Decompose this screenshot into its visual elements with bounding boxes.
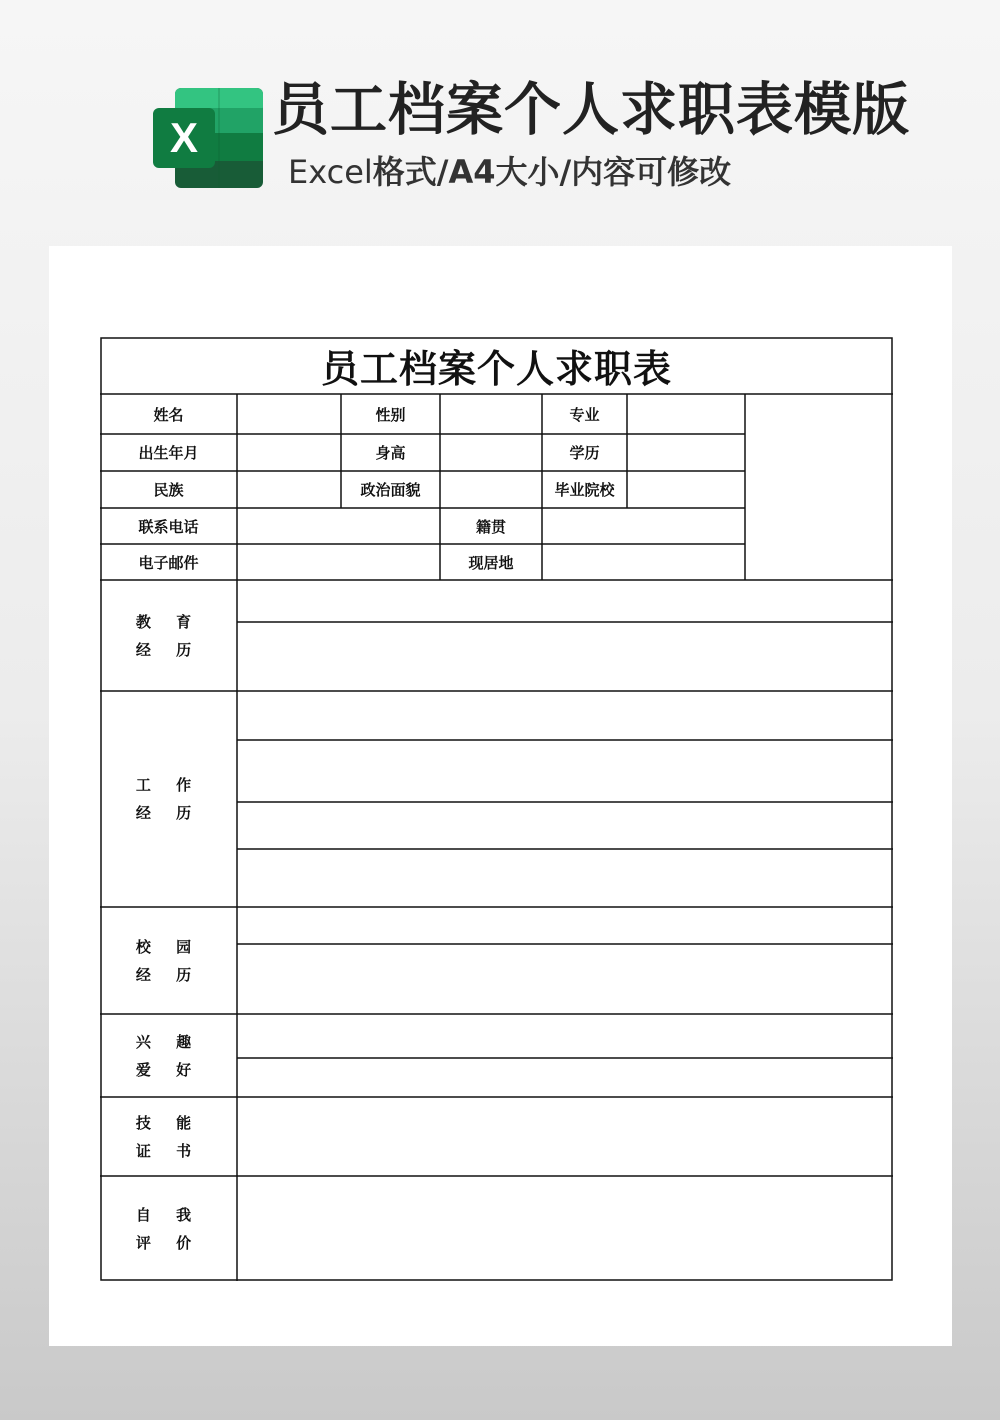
label-major: 专业 — [569, 405, 600, 424]
label-self-eval-line1: 自 我 — [135, 1205, 202, 1224]
campus-history-field[interactable] — [237, 907, 893, 1014]
label-campus-history-line2: 经 历 — [135, 965, 202, 984]
school-field[interactable] — [627, 471, 745, 508]
label-native-place: 籍贯 — [475, 517, 506, 536]
label-work-history — [100, 691, 237, 907]
label-birth: 出生年月 — [138, 444, 199, 462]
label-email: 电子邮件 — [138, 553, 199, 572]
label-skills — [100, 1097, 237, 1176]
label-name: 姓名 — [153, 405, 184, 424]
hobbies-field[interactable] — [237, 1014, 893, 1097]
page-subtitle — [288, 150, 731, 194]
label-school: 毕业院校 — [554, 481, 615, 499]
native-place-field[interactable] — [542, 508, 745, 544]
work-history-field[interactable] — [237, 691, 893, 907]
phone-field[interactable] — [237, 508, 440, 544]
education-field[interactable] — [627, 434, 745, 471]
label-hobbies-line2: 爱 好 — [135, 1060, 202, 1079]
birth-field[interactable] — [237, 434, 341, 471]
label-self-eval-line2: 评 价 — [135, 1233, 202, 1252]
email-field[interactable] — [237, 544, 440, 580]
label-gender: 性别 — [375, 405, 406, 424]
education-history-field[interactable] — [237, 580, 893, 691]
excel-logo-letter: X — [169, 114, 199, 161]
label-skills-line1: 技 能 — [135, 1113, 202, 1132]
page-title: 员工档案个人求职表模版 — [272, 77, 910, 143]
label-ethnicity: 民族 — [153, 481, 184, 499]
label-education-history-line2: 经 历 — [135, 640, 202, 659]
subtitle-details: 格式/A4大小/内容可修改 — [372, 153, 732, 191]
label-work-history-line1: 工 作 — [135, 776, 202, 794]
label-self-eval — [100, 1176, 237, 1281]
gender-field[interactable] — [440, 394, 542, 434]
resume-form — [100, 337, 893, 1281]
label-education-history-line1: 教 育 — [135, 612, 202, 631]
ethnicity-field[interactable] — [237, 471, 341, 508]
label-education: 学历 — [569, 444, 600, 462]
subtitle-format: Excel — [288, 153, 373, 191]
page-header — [0, 0, 1000, 230]
form-title: 员工档案个人求职表 — [320, 347, 672, 391]
label-political: 政治面貌 — [360, 481, 421, 499]
label-phone: 联系电话 — [138, 517, 199, 536]
label-education-history — [100, 580, 237, 691]
political-field[interactable] — [440, 471, 542, 508]
skills-field[interactable] — [237, 1097, 893, 1176]
excel-icon — [153, 88, 263, 188]
label-hobbies-line1: 兴 趣 — [135, 1032, 202, 1051]
name-field[interactable] — [237, 394, 341, 434]
label-campus-history — [100, 907, 237, 1014]
label-height: 身高 — [375, 444, 406, 462]
label-work-history-line2: 经 历 — [135, 804, 202, 822]
height-field[interactable] — [440, 434, 542, 471]
photo-cell[interactable] — [745, 394, 893, 580]
self-eval-field[interactable] — [237, 1176, 893, 1281]
label-residence: 现居地 — [468, 553, 514, 572]
label-skills-line2: 证 书 — [135, 1141, 202, 1160]
residence-field[interactable] — [542, 544, 745, 580]
label-campus-history-line1: 校 园 — [135, 937, 202, 956]
major-field[interactable] — [627, 394, 745, 434]
label-hobbies — [100, 1014, 237, 1097]
